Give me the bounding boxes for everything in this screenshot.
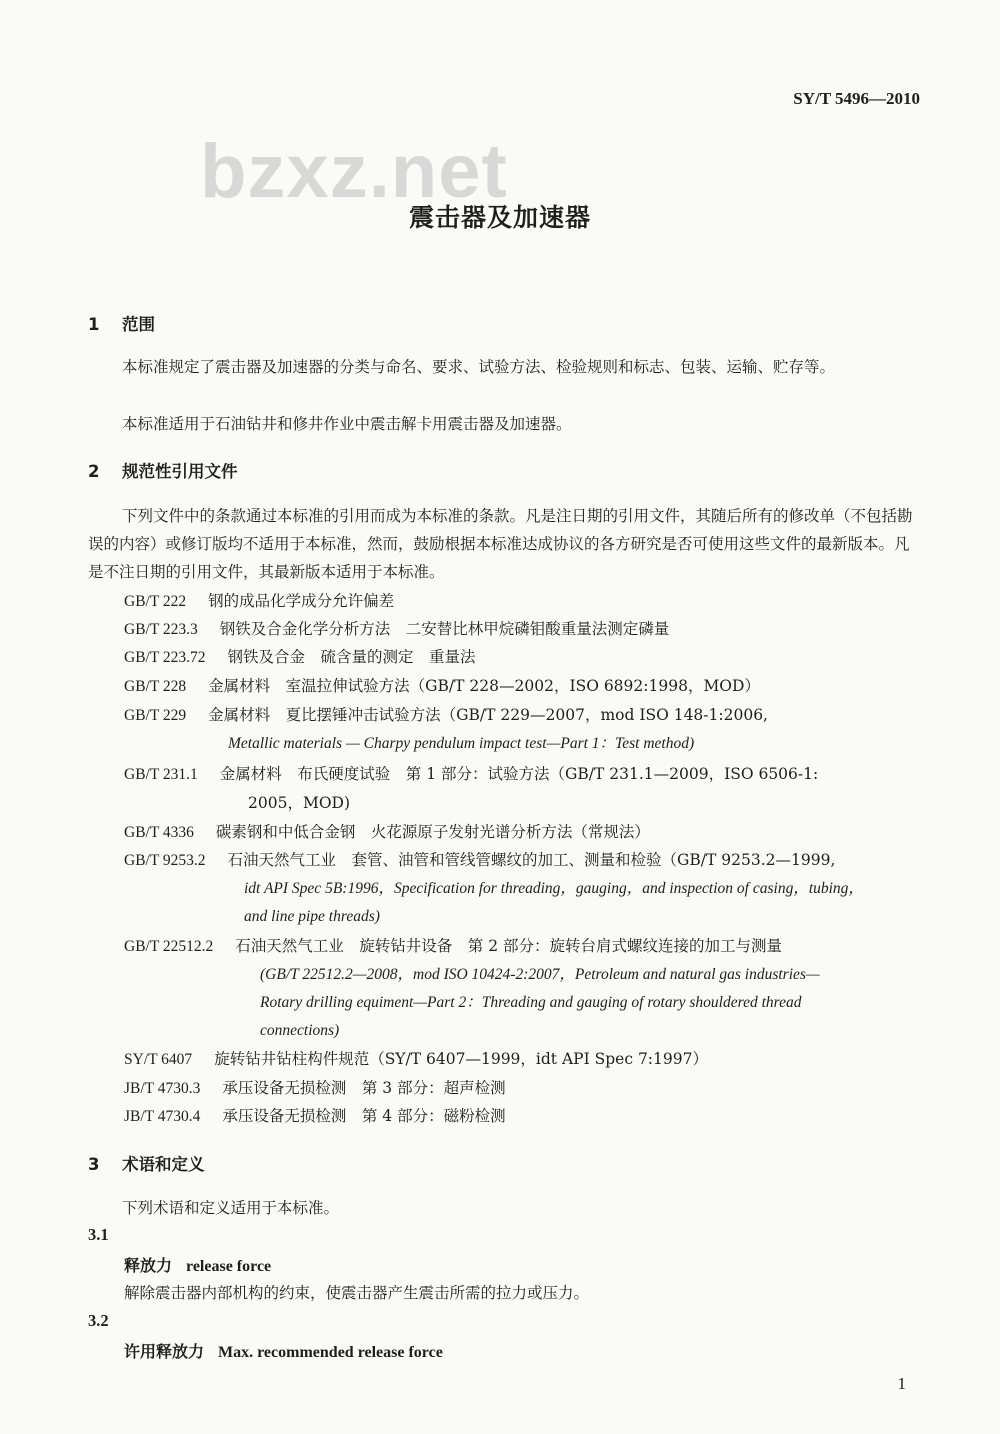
reference-code: GB/T 223.3 xyxy=(124,621,198,638)
reference-item xyxy=(124,701,920,758)
reference-code: GB/T 4336 xyxy=(124,824,194,841)
reference-code: JB/T 4730.3 xyxy=(124,1080,201,1097)
reference-item xyxy=(124,587,920,616)
document-title: 震击器及加速器 xyxy=(408,203,591,232)
reference-title: 石油天然气工业 旋转钻井设备 第 2 部分：旋转台肩式螺纹连接的加工与测量 xyxy=(235,937,782,955)
section-title: 术语和定义 xyxy=(122,1155,205,1174)
reference-item xyxy=(124,818,920,847)
reference-item xyxy=(124,1045,920,1074)
reference-code: GB/T 228 xyxy=(124,678,187,695)
reference-continuation: (GB/T 22512.2—2008，mod ISO 10424-2:2007，Petroleum and natural gas industries— xyxy=(260,966,820,983)
reference-title: 石油天然气工业 套管、油管和管线管螺纹的加工、测量和检验（GB/T 9253.2—1999, xyxy=(227,851,836,869)
reference-continuation: and line pipe threads) xyxy=(244,908,380,925)
reference-code: GB/T 222 xyxy=(124,593,187,610)
reference-title: 金属材料 布氏硬度试验 第 1 部分：试验方法（GB/T 231.1—2009，ISO 6506-1: xyxy=(219,765,819,783)
reference-title: 钢铁及合金 硫含量的测定 重量法 xyxy=(227,648,476,666)
reference-title: 金属材料 夏比摆锤冲击试验方法（GB/T 229—2007，mod ISO 148-1:2006, xyxy=(208,706,768,724)
term-english: release force xyxy=(186,1258,272,1275)
term-heading xyxy=(124,1253,271,1276)
page-number: 1 xyxy=(897,1374,906,1393)
reference-title: 承压设备无损检测 第 4 部分：磁粉检测 xyxy=(222,1107,506,1125)
section-title: 规范性引用文件 xyxy=(122,462,238,481)
reference-title: 钢的成品化学成分允许偏差 xyxy=(208,592,395,610)
reference-item xyxy=(124,846,920,931)
term-number: 3.2 xyxy=(88,1311,109,1330)
reference-continuation: connections) xyxy=(260,1022,340,1039)
scope-paragraph-1: 本标准规定了震击器及加速器的分类与命名、要求、试验方法、检验规则和标志、包装、运输、贮存等。 xyxy=(122,358,836,376)
reference-title: 旋转钻井钻柱构件规范（SY/T 6407—1999，idt API Spec 7:1997） xyxy=(214,1050,708,1068)
term-english: Max. recommended release force xyxy=(218,1344,443,1361)
reference-title: 金属材料 室温拉伸试验方法（GB/T 228—2002，ISO 6892:1998，MOD） xyxy=(208,677,760,695)
reference-code: GB/T 22512.2 xyxy=(124,938,214,955)
section-title: 范围 xyxy=(122,315,155,334)
reference-title: 钢铁及合金化学分析方法 二安替比林甲烷磷钼酸重量法测定磷量 xyxy=(219,620,670,638)
reference-item xyxy=(124,1102,920,1131)
reference-item xyxy=(124,1074,920,1103)
reference-item xyxy=(124,643,920,672)
section-1-heading xyxy=(88,311,155,335)
watermark: bzxz.net xyxy=(200,129,508,214)
reference-title: 碳素钢和中低合金钢 火花源原子发射光谱分析方法（常规法） xyxy=(215,823,650,841)
reference-continuation: 2005，MOD) xyxy=(248,794,350,812)
term-number: 3.1 xyxy=(88,1225,109,1244)
reference-title: 承压设备无损检测 第 3 部分：超声检测 xyxy=(222,1079,506,1097)
reference-code: GB/T 229 xyxy=(124,707,187,724)
section-number: 2 xyxy=(88,462,100,481)
section-3-heading xyxy=(88,1151,205,1175)
scope-paragraph-2: 本标准适用于石油钻井和修井作业中震击解卡用震击器及加速器。 xyxy=(122,415,572,433)
reference-code: GB/T 9253.2 xyxy=(124,852,206,869)
section-number: 1 xyxy=(88,315,100,334)
reference-code: GB/T 223.72 xyxy=(124,649,206,666)
reference-code: GB/T 231.1 xyxy=(124,766,198,783)
reference-continuation: idt API Spec 5B:1996，Specification for threading，gauging，and inspection of casing，tubing， xyxy=(244,880,864,897)
reference-item xyxy=(124,760,920,817)
section-2-heading xyxy=(88,458,238,482)
term-heading xyxy=(124,1339,443,1362)
term-definition: 解除震击器内部机构的约束，使震击器产生震击所需的拉力或压力。 xyxy=(124,1284,590,1302)
reference-item xyxy=(124,672,920,701)
reference-code: JB/T 4730.4 xyxy=(124,1108,201,1125)
references-intro: 下列文件中的条款通过本标准的引用而成为本标准的条款。凡是注日期的引用文件，其随后所有的修改单（不包括勘误的内容）或修订版均不适用于本标准，然而，鼓励根据本标准达成协议的各方研究是否可使用这些文件的最新版本。凡是不注日期的引用文件，其最新版本适用于本标准。 xyxy=(88,507,913,581)
reference-code: SY/T 6407 xyxy=(124,1051,193,1068)
section-number: 3 xyxy=(88,1155,100,1174)
reference-item xyxy=(124,932,920,1045)
term-chinese: 释放力 xyxy=(124,1256,173,1275)
reference-continuation: Rotary drilling equiment—Part 2：Threading and gauging of rotary shouldered thread xyxy=(260,994,802,1011)
reference-continuation: Metallic materials — Charpy pendulum impact test—Part 1：Test method) xyxy=(228,735,695,752)
terms-intro: 下列术语和定义适用于本标准。 xyxy=(122,1199,340,1217)
standard-code: SY/T 5496—2010 xyxy=(793,89,920,108)
term-chinese: 许用释放力 xyxy=(124,1342,205,1361)
reference-item xyxy=(124,615,920,644)
